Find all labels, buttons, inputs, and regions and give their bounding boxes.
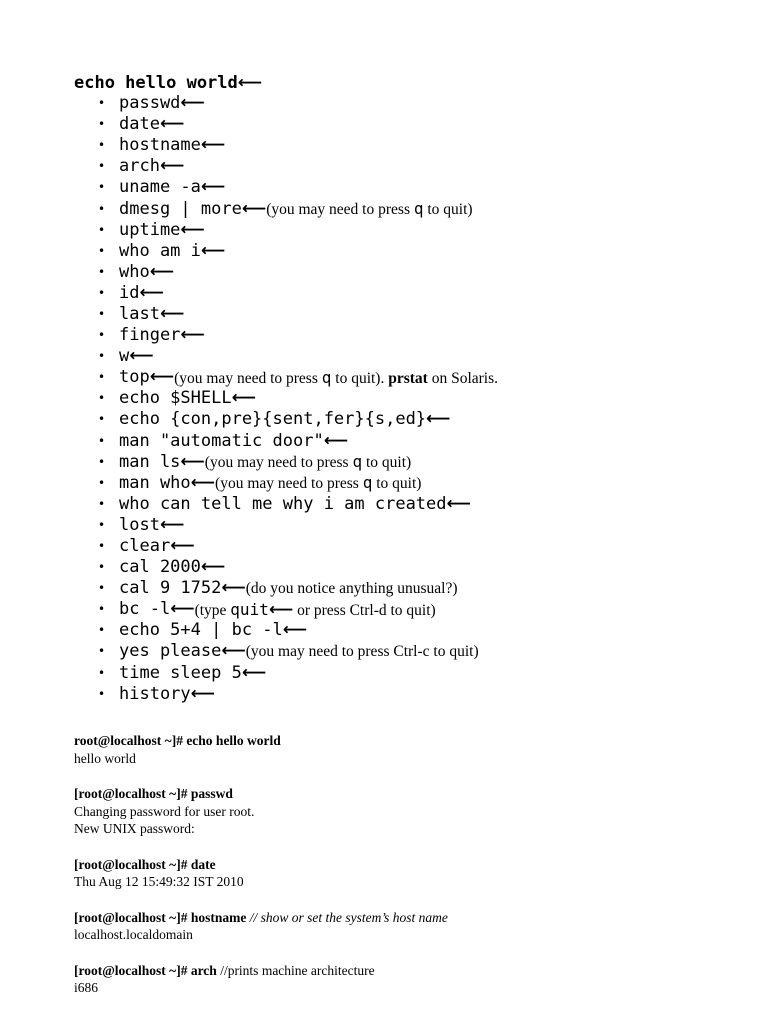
enter-arrow-icon: ⟵ xyxy=(200,557,226,578)
bullet-icon: • xyxy=(98,454,106,469)
command-list-item xyxy=(98,198,498,219)
command-list-item xyxy=(98,262,498,283)
note-segment: (type xyxy=(194,601,231,619)
bullet-icon: • xyxy=(98,370,106,385)
command-text: clear xyxy=(119,536,171,557)
note-segment: quit xyxy=(230,599,269,619)
command-list-item xyxy=(98,684,498,705)
enter-arrow-icon: ⟵ xyxy=(282,620,308,641)
command-text: man who xyxy=(119,472,191,493)
session-block xyxy=(74,909,754,944)
terminal-session-transcript xyxy=(74,732,754,1015)
command-text: yes please xyxy=(119,641,222,662)
enter-arrow-icon: ⟵ xyxy=(200,177,226,198)
command-list-item xyxy=(98,367,498,388)
command-list-item xyxy=(98,620,498,641)
enter-arrow-icon: ⟵ xyxy=(268,599,294,620)
command-text: who am i xyxy=(119,240,201,261)
command-text: cal 2000 xyxy=(119,557,201,578)
note-segment: to quit) xyxy=(423,201,473,219)
note-segment: on Solaris. xyxy=(427,369,499,387)
enter-arrow-icon: ⟵ xyxy=(231,388,256,409)
command-list-item xyxy=(98,325,498,346)
enter-arrow-icon: ⟵ xyxy=(241,198,267,219)
bullet-icon: • xyxy=(98,306,106,321)
enter-arrow-icon: ⟵ xyxy=(149,261,175,282)
command-text: w xyxy=(119,346,130,367)
enter-arrow-icon: ⟵ xyxy=(180,219,205,240)
note-segment: (you may need to press Ctrl-c to quit) xyxy=(245,643,479,661)
command-list-item xyxy=(98,578,498,599)
enter-arrow-icon: ⟵ xyxy=(139,282,164,303)
bullet-icon: • xyxy=(98,138,106,153)
enter-arrow-icon: ⟵ xyxy=(170,599,195,620)
command-list-item xyxy=(98,557,498,578)
bullet-icon: • xyxy=(98,349,106,364)
command-list-item xyxy=(98,536,498,557)
enter-arrow-icon: ⟵ xyxy=(190,472,216,493)
note-segment: (do you notice anything unusual?) xyxy=(245,580,458,598)
heading-command: echo hello world xyxy=(74,73,238,93)
enter-arrow-icon: ⟵ xyxy=(426,409,451,430)
shell-prompt: [root@localhost ~]# hostname xyxy=(74,909,247,925)
enter-arrow-icon: ⟵ xyxy=(159,114,185,135)
bullet-icon: • xyxy=(98,623,106,638)
bullet-icon: • xyxy=(98,475,106,490)
enter-arrow-icon: ⟵ xyxy=(180,93,205,114)
enter-arrow-icon: ⟵ xyxy=(190,683,216,704)
bullet-icon: • xyxy=(98,391,106,406)
command-text: lost xyxy=(119,514,160,535)
note-segment: prstat xyxy=(388,369,428,387)
enter-arrow-icon: ⟵ xyxy=(200,240,226,261)
command-output-line: hello world xyxy=(74,750,136,766)
bullet-icon: • xyxy=(98,264,106,279)
command-note xyxy=(215,472,421,494)
command-list-item xyxy=(98,473,498,494)
command-text: dmesg | more xyxy=(119,198,242,219)
bullet-icon: • xyxy=(98,201,106,216)
bullet-icon: • xyxy=(98,117,106,132)
command-note xyxy=(266,198,472,220)
command-text: last xyxy=(119,303,160,324)
command-list-item xyxy=(98,283,498,304)
command-text: echo {con,pre}{sent,fer}{s,ed} xyxy=(119,409,427,430)
enter-arrow-icon: ⟵ xyxy=(446,493,471,514)
command-list-item xyxy=(98,663,498,684)
session-block xyxy=(74,962,754,997)
bullet-icon: • xyxy=(98,517,106,532)
bullet-icon: • xyxy=(98,285,106,300)
command-list-item xyxy=(98,409,498,430)
command-text: cal 9 1752 xyxy=(119,578,222,599)
bullet-icon: • xyxy=(98,560,106,575)
shell-prompt: [root@localhost ~]# passwd xyxy=(74,786,233,801)
command-list-item xyxy=(98,388,498,409)
enter-arrow-icon: ⟵ xyxy=(237,73,263,93)
bullet-icon: • xyxy=(98,180,106,195)
note-segment: to quit). xyxy=(331,369,389,387)
command-list xyxy=(98,93,498,705)
note-segment: q xyxy=(413,199,424,219)
command-text: man "automatic door" xyxy=(119,430,324,451)
enter-arrow-icon: ⟵ xyxy=(159,156,185,177)
command-list-item xyxy=(98,304,498,325)
enter-arrow-icon: ⟵ xyxy=(323,430,349,451)
command-list-item xyxy=(98,135,498,156)
enter-arrow-icon: ⟵ xyxy=(221,578,246,599)
command-list-item xyxy=(98,156,498,177)
note-segment: q xyxy=(321,367,332,387)
note-segment: q xyxy=(352,452,363,472)
enter-arrow-icon: ⟵ xyxy=(149,367,175,388)
exercise-heading xyxy=(74,72,262,94)
command-output-line: Thu Aug 12 15:49:32 IST 2010 xyxy=(74,874,244,889)
note-segment: (you may need to press xyxy=(215,475,363,493)
bullet-icon: • xyxy=(98,686,106,701)
bullet-icon: • xyxy=(98,581,106,596)
command-text: finger xyxy=(119,325,181,346)
enter-arrow-icon: ⟵ xyxy=(129,346,154,367)
command-note xyxy=(195,599,436,621)
command-text: uptime xyxy=(119,219,181,240)
command-text: date xyxy=(119,114,160,135)
bullet-icon: • xyxy=(98,243,106,258)
enter-arrow-icon: ⟵ xyxy=(159,303,185,324)
bullet-icon: • xyxy=(98,328,106,343)
command-list-item xyxy=(98,93,498,114)
command-output-line: New UNIX password: xyxy=(74,821,195,836)
enter-arrow-icon: ⟵ xyxy=(221,641,246,662)
command-list-item xyxy=(98,220,498,241)
command-note xyxy=(246,578,458,599)
command-text: bc -l xyxy=(119,599,171,620)
command-list-item xyxy=(98,599,498,620)
session-block xyxy=(74,732,754,767)
command-text: top xyxy=(119,367,150,388)
command-text: arch xyxy=(119,156,160,177)
enter-arrow-icon: ⟵ xyxy=(180,451,205,472)
session-block xyxy=(74,785,754,838)
note-segment: (you may need to press xyxy=(266,201,414,219)
command-output-line: localhost.localdomain xyxy=(74,927,193,942)
command-output-line: Changing password for user root. xyxy=(74,803,255,819)
command-text: id xyxy=(119,282,140,303)
bullet-icon: • xyxy=(98,665,106,680)
command-text: echo $SHELL xyxy=(119,388,232,409)
bullet-icon: • xyxy=(98,644,106,659)
bullet-icon: • xyxy=(98,496,106,511)
bullet-icon: • xyxy=(98,159,106,174)
command-list-item xyxy=(98,494,498,515)
command-note xyxy=(174,367,498,389)
bullet-icon: • xyxy=(98,433,106,448)
note-segment: or press Ctrl-d to quit) xyxy=(293,601,436,619)
bullet-icon: • xyxy=(98,539,106,554)
command-text: uname -a xyxy=(119,177,201,198)
enter-arrow-icon: ⟵ xyxy=(200,135,226,156)
command-note xyxy=(205,451,411,473)
session-block xyxy=(74,856,754,891)
command-text: hostname xyxy=(119,135,201,156)
command-note xyxy=(246,641,479,662)
command-list-item xyxy=(98,346,498,367)
note-segment: to quit) xyxy=(362,454,412,472)
enter-arrow-icon: ⟵ xyxy=(180,325,205,346)
shell-prompt: [root@localhost ~]# date xyxy=(74,856,216,872)
shell-prompt: [root@localhost ~]# arch xyxy=(74,962,217,978)
command-text: passwd xyxy=(119,93,181,114)
command-list-item xyxy=(98,241,498,262)
note-segment: (you may need to press xyxy=(204,454,353,472)
command-list-item xyxy=(98,431,498,452)
prompt-comment: //prints machine architecture xyxy=(216,962,375,978)
command-list-item xyxy=(98,515,498,536)
command-text: man ls xyxy=(119,451,181,472)
command-text: who xyxy=(119,261,150,282)
command-list-item xyxy=(98,452,498,473)
bullet-icon: • xyxy=(98,602,106,617)
command-list-item xyxy=(98,177,498,198)
note-segment: to quit) xyxy=(372,475,422,493)
note-segment: (you may need to press xyxy=(174,369,322,387)
prompt-comment: // show or set the system’s host name xyxy=(246,909,448,925)
command-list-item xyxy=(98,114,498,135)
enter-arrow-icon: ⟵ xyxy=(159,514,185,535)
bullet-icon: • xyxy=(98,96,106,111)
command-output-line: i686 xyxy=(74,980,99,995)
command-text: echo 5+4 | bc -l xyxy=(119,620,283,641)
command-list-item xyxy=(98,641,498,662)
enter-arrow-icon: ⟵ xyxy=(241,662,267,683)
command-text: time sleep 5 xyxy=(119,662,242,683)
enter-arrow-icon: ⟵ xyxy=(170,536,195,557)
note-segment: q xyxy=(362,473,373,493)
bullet-icon: • xyxy=(98,222,106,237)
shell-prompt: root@localhost ~]# echo hello world xyxy=(74,733,281,748)
command-text: history xyxy=(119,683,191,704)
bullet-icon: • xyxy=(98,412,106,427)
command-text: who can tell me why i am created xyxy=(119,493,447,514)
